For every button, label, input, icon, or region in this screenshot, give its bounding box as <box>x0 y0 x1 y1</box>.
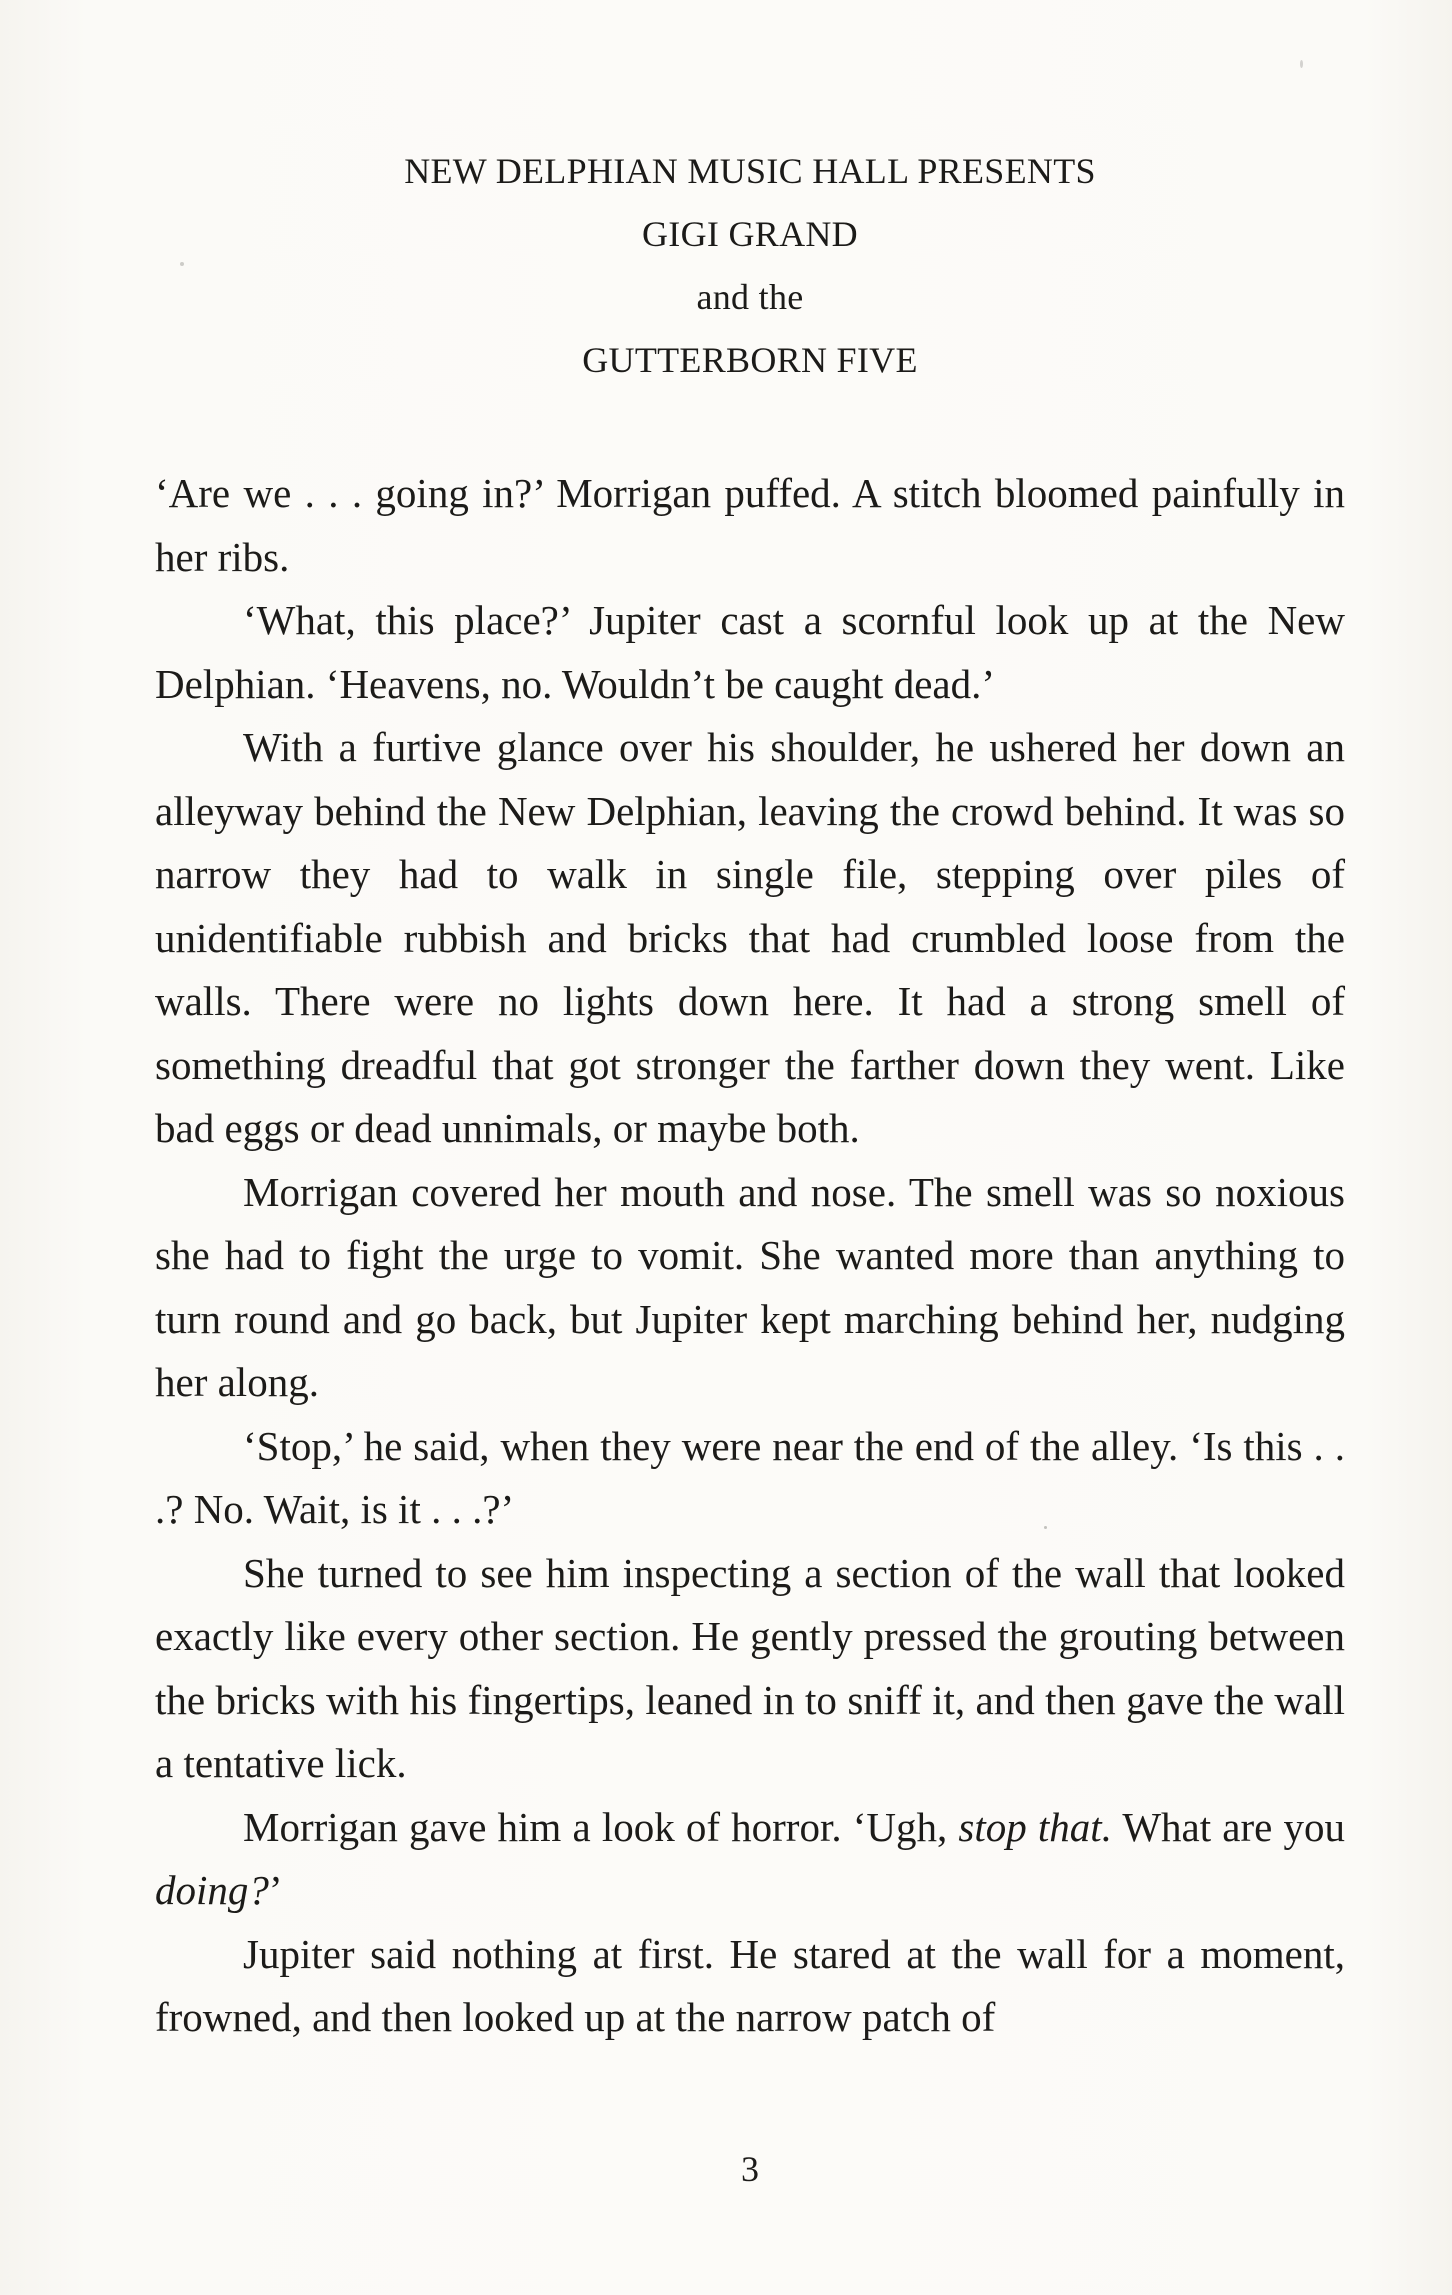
paragraph: ‘What, this place?’ Jupiter cast a scornful look up at the New Delphian. ‘Heavens, no. Wouldn’t be caught dead.’ <box>155 597 1345 707</box>
paragraph: Morrigan covered her mouth and nose. The smell was so noxious she had to fight the urge to vomit. She wanted more than anything to turn round and go back, but Jupiter kept marching behind her, nudging her along. <box>155 1168 1345 1405</box>
body-text <box>155 462 1345 2050</box>
page-number: 3 <box>741 2149 759 2189</box>
paper-speck <box>1044 1526 1047 1529</box>
paper-speck <box>1300 60 1303 68</box>
paragraph <box>155 1796 1345 1923</box>
paragraph-text: Morrigan gave him a look of horror. ‘Ugh, <box>243 1803 959 1850</box>
chapter-header <box>0 140 1452 392</box>
header-line-presents: NEW DELPHIAN MUSIC HALL PRESENTS <box>404 151 1096 191</box>
paragraph: She turned to see him inspecting a section of the wall that looked exactly like every other section. He gently pressed the grouting between the bricks with his fingertips, leaned in to sniff it, and then gave the wall a tentative lick. <box>155 1549 1345 1786</box>
paragraph: ‘Are we . . . going in?’ Morrigan puffed. A stitch bloomed painfully in her ribs. <box>155 470 1345 580</box>
paragraph: ‘Stop,’ he said, when they were near the end of the alley. ‘Is this . . .? No. Wait, is it . . .?’ <box>155 1422 1345 1532</box>
paragraph: With a furtive glance over his shoulder, he ushered her down an alleyway behind the New Delphian, leaving the crowd behind. It was so narrow they had to walk in single file, stepping over piles of unidentifiable rubbish and bricks that had crumbled loose from the walls. There were no lights down here. It had a strong smell of something dreadful that got stronger the farther down they went. Like bad eggs or dead unnimals, or maybe both. <box>155 724 1345 1151</box>
paragraph-text: What are you <box>1111 1803 1345 1850</box>
paragraph-text: ’ <box>268 1867 283 1913</box>
paper-speck <box>180 262 184 266</box>
paragraph: Jupiter said nothing at first. He stared at the wall for a moment, frowned, and then looked up at the narrow patch of <box>155 1930 1345 2040</box>
header-line-act: GIGI GRAND <box>642 214 858 254</box>
italic-text: doing? <box>155 1867 269 1913</box>
header-line-and: and the <box>696 277 804 317</box>
italic-text: stop that. <box>958 1803 1112 1850</box>
header-line-band: GUTTERBORN FIVE <box>582 340 918 380</box>
